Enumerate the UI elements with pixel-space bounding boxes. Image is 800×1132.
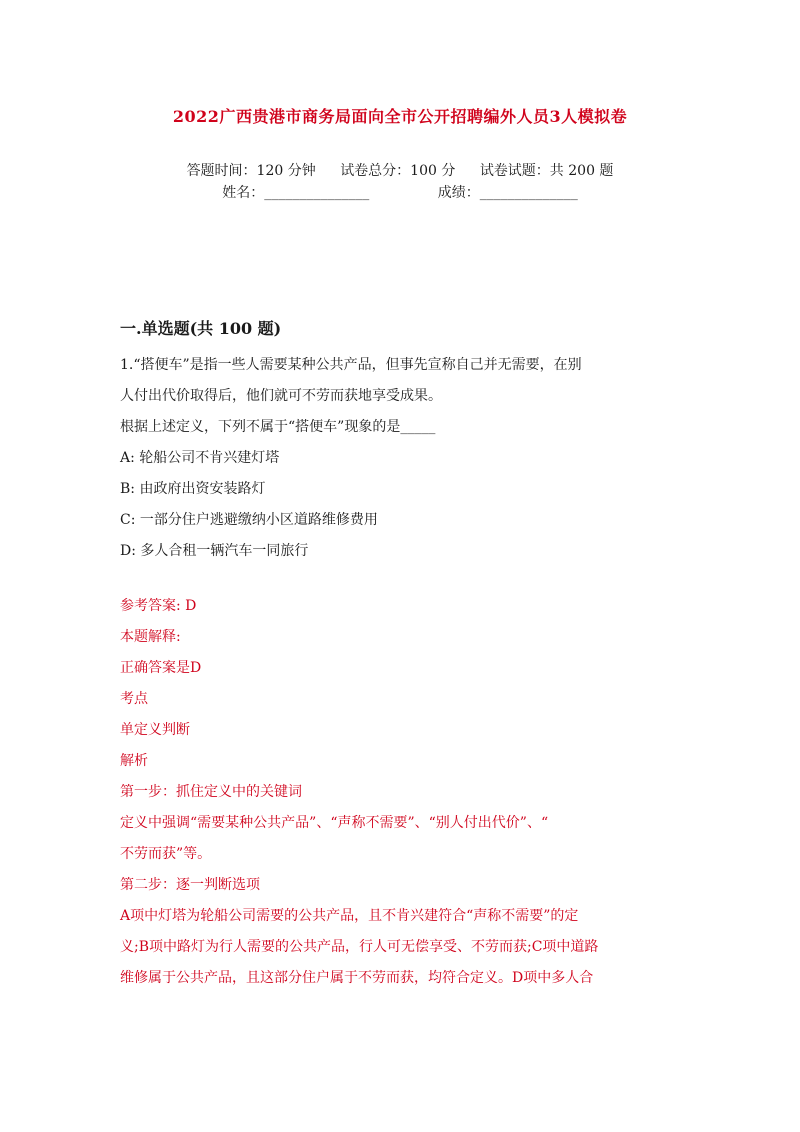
section-title: 一.单选题(共 100 题) — [120, 319, 282, 338]
page-title: 2022广西贵港市商务局面向全市公开招聘编外人员3人模拟卷 — [172, 107, 628, 126]
question-line: 根据上述定义，下列不属于“搭便车”现象的是_____ — [120, 419, 436, 435]
answer-line: 正确答案是D — [120, 660, 202, 676]
option-b: B: 由政府出资安装路灯 — [120, 481, 266, 497]
name-field: 姓名：_______________ — [222, 185, 370, 201]
exam-question-count: 试卷试题：共 200 题 — [479, 163, 614, 179]
question-content — [120, 316, 680, 994]
exam-time: 答题时间：120 分钟 — [186, 163, 316, 179]
answer-line: 维修属于公共产品，且这部分住户属于不劳而获，均符合定义。D项中多人合 — [120, 970, 594, 986]
answer-explanation — [120, 591, 680, 994]
option-d: D: 多人合租一辆汽车一同旅行 — [120, 543, 309, 559]
answer-line: 不劳而获”等。 — [120, 846, 212, 862]
option-c: C: 一部分住户逃避缴纳小区道路维修费用 — [120, 512, 378, 528]
answer-line: 定义中强调“需要某种公共产品”、“声称不需要”、“别人付出代价”、“ — [120, 815, 549, 831]
answer-line: 单定义判断 — [120, 722, 190, 738]
answer-line: 第一步：抓住定义中的关键词 — [120, 784, 302, 800]
exam-total-score: 试卷总分：100 分 — [340, 163, 456, 179]
question-line: 1.“搭便车”是指一些人需要某种公共产品，但事先宣称自己并无需要，在别 — [120, 357, 582, 373]
answer-line: 解析 — [120, 753, 148, 769]
exam-meta — [0, 160, 800, 204]
question-options — [120, 443, 680, 567]
answer-line: A项中灯塔为轮船公司需要的公共产品，且不肯兴建符合“声称不需要”的定 — [120, 908, 579, 924]
question-line: 人付出代价取得后，他们就可不劳而获地享受成果。 — [120, 388, 442, 404]
exam-info-row — [0, 160, 800, 182]
answer-line: 考点 — [120, 691, 148, 707]
exam-fill-row — [0, 182, 800, 204]
answer-line: 义;B项中路灯为行人需要的公共产品，行人可无偿享受、不劳而获;C项中道路 — [120, 939, 599, 955]
score-field: 成绩：______________ — [437, 185, 578, 201]
answer-line: 参考答案: D — [120, 598, 197, 614]
answer-line: 第二步：逐一判断选项 — [120, 877, 260, 893]
option-a: A: 轮船公司不肯兴建灯塔 — [120, 450, 280, 466]
question-stem — [120, 350, 680, 443]
answer-line: 本题解释: — [120, 629, 181, 645]
